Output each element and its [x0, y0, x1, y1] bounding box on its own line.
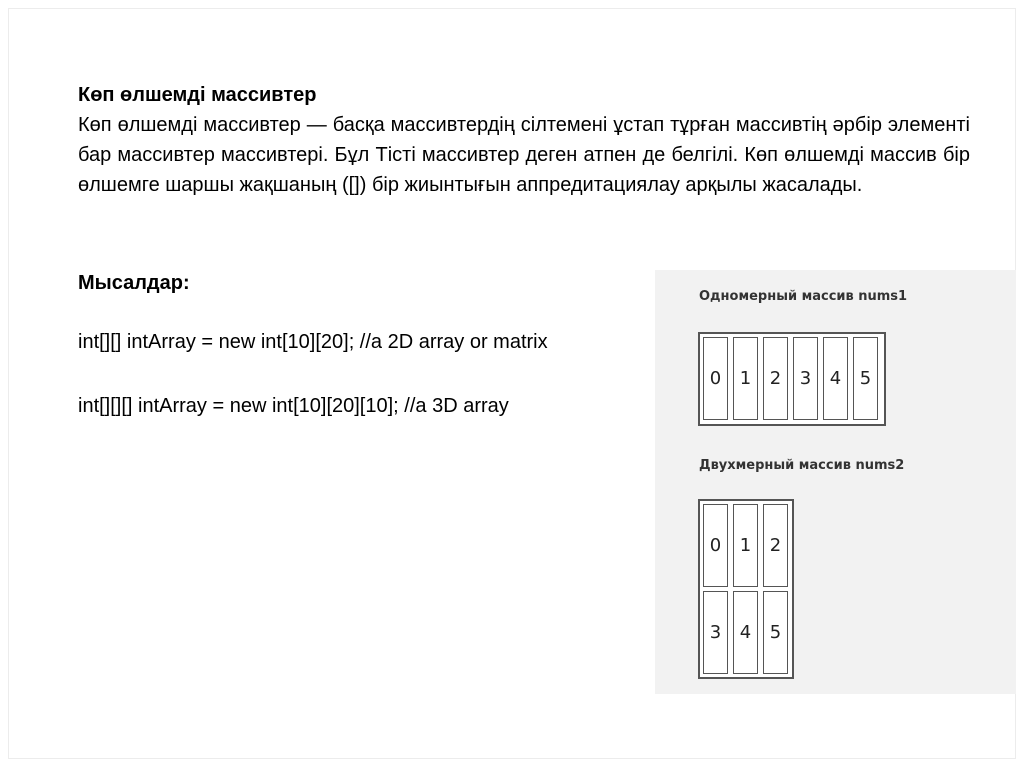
- content-block: [78, 80, 970, 200]
- two-dim-array-caption: Двухмерный массив nums2: [699, 458, 905, 473]
- array-cell: 3: [703, 591, 728, 674]
- code-example-3d: int[][][] intArray = new int[10][20][10]; //a 3D array: [78, 395, 509, 417]
- two-dim-array: [698, 499, 794, 679]
- array-cell: 1: [733, 337, 758, 420]
- code-example-2d: int[][] intArray = new int[10][20]; //a 2D array or matrix: [78, 331, 548, 353]
- section-heading: Көп өлшемді массивтер: [78, 84, 317, 106]
- one-dim-array-caption: Одномерный массив nums1: [699, 289, 908, 304]
- array-cell: 1: [733, 504, 758, 587]
- array-cell: 5: [763, 591, 788, 674]
- array-cell: 5: [853, 337, 878, 420]
- array-cell: 0: [703, 337, 728, 420]
- array-cell: 2: [763, 504, 788, 587]
- array-cell: 0: [703, 504, 728, 587]
- examples-title: Мысалдар:: [78, 272, 190, 294]
- array-cell: 3: [793, 337, 818, 420]
- array-illustration: [655, 270, 1016, 694]
- one-dim-array: [698, 332, 886, 426]
- description-paragraph: Көп өлшемді массивтер — басқа массивтердің сілтемені ұстап тұрған массивтің әрбір элементі бар массивтер массивтері. Бұл Тісті массивтер деген атпен де белгілі. Көп өлшемді массив бір өлшемге шаршы жақшаның ([]) бір жиынтығын аппредитациялау арқылы жасалады.: [78, 114, 970, 196]
- array-cell: 2: [763, 337, 788, 420]
- array-cell: 4: [823, 337, 848, 420]
- array-cell: 4: [733, 591, 758, 674]
